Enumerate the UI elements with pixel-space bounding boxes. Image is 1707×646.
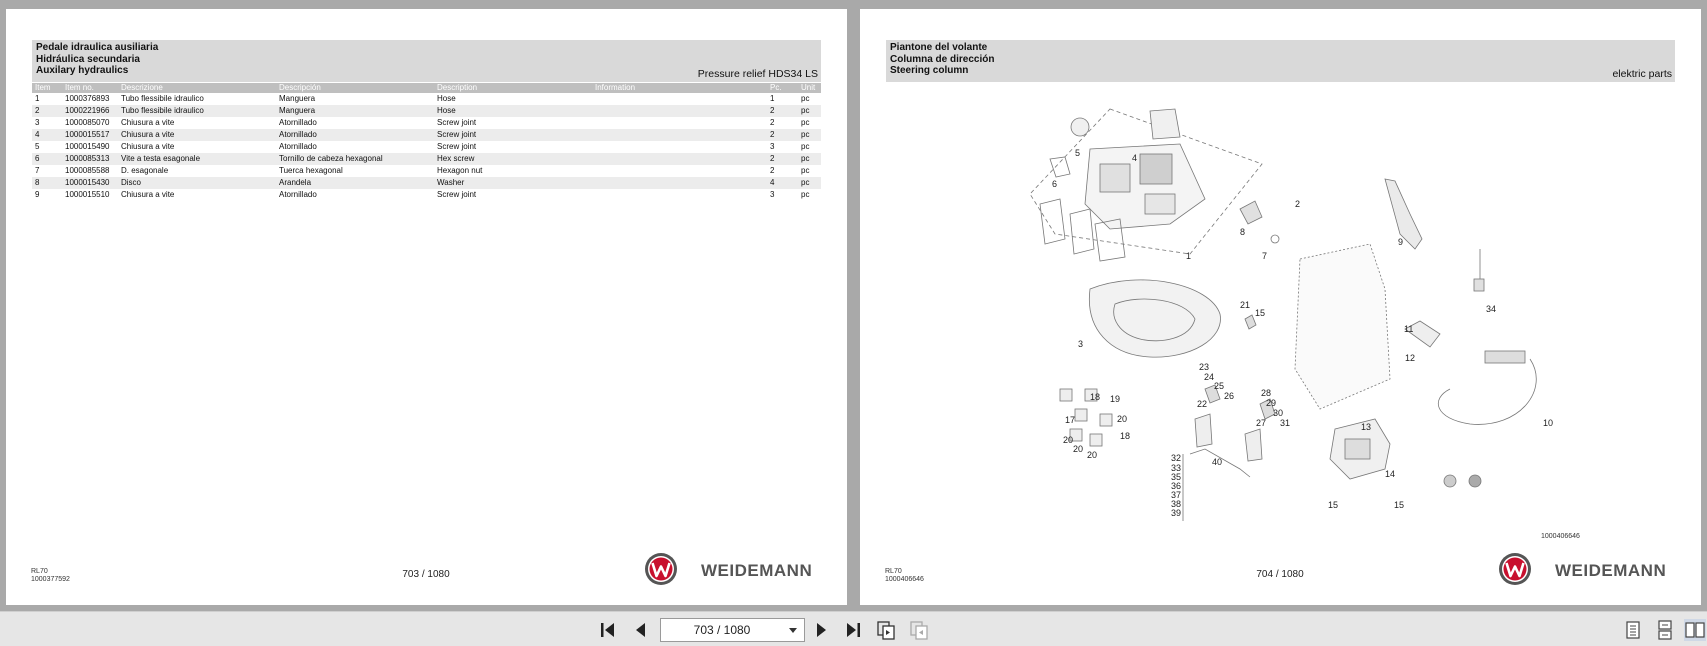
cell-descripcion: Tuerca hexagonal xyxy=(279,166,343,175)
cell-descrizione: Disco xyxy=(118,177,276,189)
document-page-left xyxy=(6,9,847,605)
cell-item: 2 xyxy=(32,105,62,117)
cell-unit: pc xyxy=(798,105,821,117)
callout: 38 xyxy=(1171,499,1182,509)
drawing-number: 1000406646 xyxy=(1541,533,1580,540)
cell-descripcion: Atornillado xyxy=(279,142,317,151)
cell-item-no: 1000085070 xyxy=(65,118,110,127)
cell-pc: 2 xyxy=(770,166,775,175)
callout: 40 xyxy=(1212,457,1223,467)
callout: 2 xyxy=(1295,199,1301,209)
title-italian: Piantone del volante xyxy=(890,42,988,53)
callout: 28 xyxy=(1261,388,1272,398)
callout: 8 xyxy=(1240,227,1246,237)
callout: 30 xyxy=(1273,408,1284,418)
callout: 23 xyxy=(1199,362,1210,372)
callout: 39 xyxy=(1171,508,1182,518)
cell-information xyxy=(592,105,767,117)
callout: 3 xyxy=(1078,339,1084,349)
callout: 34 xyxy=(1486,304,1497,314)
cell-pc: 1 xyxy=(770,94,775,103)
callout: 29 xyxy=(1266,398,1277,408)
callout: 5 xyxy=(1075,148,1081,158)
exploded-parts-diagram xyxy=(990,89,1554,519)
callout: 26 xyxy=(1224,391,1235,401)
cell-unit: pc xyxy=(801,166,810,175)
callout: 20 xyxy=(1087,450,1098,460)
cell-information xyxy=(592,165,767,177)
cell-item: 3 xyxy=(35,118,40,127)
cell-item: 8 xyxy=(32,177,62,189)
callout: 15 xyxy=(1255,308,1266,318)
cell-descrizione: Chiusura a vite xyxy=(121,142,175,151)
cell-item-no: 1000015510 xyxy=(65,190,110,199)
table-row xyxy=(32,129,821,141)
page-forward-navigation-icon[interactable] xyxy=(908,619,930,641)
model-code: RL70 xyxy=(885,568,902,575)
document-number: 1000406646 xyxy=(885,576,924,583)
cell-description: Screw joint xyxy=(434,129,592,141)
page-back-navigation-icon[interactable] xyxy=(875,619,897,641)
callout: 11 xyxy=(1404,324,1414,334)
footer-model xyxy=(885,568,924,584)
callout: 22 xyxy=(1197,399,1208,409)
callout: 15 xyxy=(1328,500,1339,510)
cell-information xyxy=(592,117,767,129)
callout: 33 xyxy=(1171,463,1182,473)
col-item: Item xyxy=(32,83,62,93)
callout: 13 xyxy=(1361,422,1372,432)
callout: 31 xyxy=(1280,418,1291,428)
cell-item-no: 1000085313 xyxy=(62,153,118,165)
cell-information xyxy=(592,93,767,105)
callout: 15 xyxy=(1394,500,1405,510)
cell-pc: 2 xyxy=(767,153,798,165)
cell-descrizione: Chiusura a vite xyxy=(118,129,276,141)
cell-descrizione: Tubo flessibile idraulico xyxy=(118,105,276,117)
cell-descripcion: Manguera xyxy=(276,105,434,117)
single-page-view-icon[interactable] xyxy=(1622,619,1644,641)
cell-descrizione: Chiusura a vite xyxy=(121,190,175,199)
callout: 18 xyxy=(1090,392,1101,402)
next-page-icon[interactable] xyxy=(810,619,832,641)
cell-description: Hexagon nut xyxy=(437,166,483,175)
col-unit: Unit xyxy=(798,83,821,93)
title-english: Auxilary hydraulics xyxy=(36,65,129,76)
callout: 10 xyxy=(1543,418,1554,428)
page-number: 703 / 1080 xyxy=(402,569,450,580)
table-row xyxy=(32,165,821,177)
chevron-down-icon[interactable] xyxy=(785,622,801,638)
col-description: Description xyxy=(434,83,592,93)
page-header xyxy=(32,40,821,82)
model-code: RL70 xyxy=(31,568,48,575)
cell-unit: pc xyxy=(798,153,821,165)
cell-item-no: 1000015430 xyxy=(62,177,118,189)
cell-information xyxy=(592,141,767,153)
cell-descripcion: Tornillo de cabeza hexagonal xyxy=(276,153,434,165)
page-input[interactable] xyxy=(661,619,783,641)
callout: 21 xyxy=(1240,300,1251,310)
callout: 36 xyxy=(1171,481,1182,491)
callout: 18 xyxy=(1120,431,1131,441)
cell-descripcion: Atornillado xyxy=(276,129,434,141)
cell-pc: 3 xyxy=(770,190,775,199)
page-selector[interactable] xyxy=(660,618,805,642)
parts-table xyxy=(32,83,821,201)
previous-page-icon[interactable] xyxy=(630,619,652,641)
col-information: Information xyxy=(592,83,767,93)
title-italian: Pedale idraulica ausiliaria xyxy=(36,42,159,53)
cell-descripcion: Arandela xyxy=(276,177,434,189)
col-pc: Pc. xyxy=(767,83,798,93)
cell-unit: pc xyxy=(801,94,810,103)
cell-item: 7 xyxy=(35,166,40,175)
callout: 20 xyxy=(1117,414,1128,424)
cell-item: 4 xyxy=(32,129,62,141)
table-row xyxy=(32,153,821,165)
cell-pc: 2 xyxy=(770,118,775,127)
cell-item-no: 1000015490 xyxy=(65,142,110,151)
cell-descripcion: Manguera xyxy=(279,94,316,103)
col-item-no: Item no. xyxy=(62,83,118,93)
last-page-icon[interactable] xyxy=(842,619,864,641)
callout: 37 xyxy=(1171,490,1182,500)
table-row xyxy=(32,189,821,201)
page-number: 704 / 1080 xyxy=(1256,569,1304,580)
cell-pc: 3 xyxy=(770,142,775,151)
cell-item: 5 xyxy=(35,142,40,151)
cell-description: Washer xyxy=(434,177,592,189)
brand-name: WEIDEMANN xyxy=(701,561,813,580)
cell-descrizione: D. esagonale xyxy=(121,166,169,175)
cell-description: Screw joint xyxy=(437,190,477,199)
cell-information xyxy=(592,177,767,189)
cell-description: Hose xyxy=(434,105,592,117)
callout: 27 xyxy=(1256,418,1267,428)
brand-name: WEIDEMANN xyxy=(1555,561,1667,580)
footer-model xyxy=(31,568,70,584)
cell-information xyxy=(592,189,767,201)
callout: 17 xyxy=(1065,415,1076,425)
callout: 25 xyxy=(1214,381,1225,391)
cell-unit: pc xyxy=(798,129,821,141)
cell-unit: pc xyxy=(798,177,821,189)
table-row xyxy=(32,177,821,189)
cell-pc: 4 xyxy=(767,177,798,189)
document-number: 1000377592 xyxy=(31,576,70,583)
cell-item-no: 1000221966 xyxy=(62,105,118,117)
cell-pc: 2 xyxy=(767,129,798,141)
cell-item-no: 1000015517 xyxy=(62,129,118,141)
title-spanish: Hidráulica secundaria xyxy=(36,54,140,65)
cell-information xyxy=(592,129,767,141)
cell-unit: pc xyxy=(801,118,810,127)
page-subtitle: Pressure relief HDS34 LS xyxy=(697,68,818,80)
cell-item: 1 xyxy=(35,94,40,103)
callout: 35 xyxy=(1171,472,1182,482)
cell-description: Screw joint xyxy=(437,142,477,151)
callout: 4 xyxy=(1132,153,1138,163)
cell-information xyxy=(592,153,767,165)
cell-item: 9 xyxy=(35,190,40,199)
col-descrizione: Descrizione xyxy=(118,83,276,93)
cell-descripcion: Atornillado xyxy=(279,190,317,199)
cell-descrizione: Chiusura a vite xyxy=(121,118,175,127)
viewer-toolbar xyxy=(0,611,1707,646)
cell-item-no: 1000376893 xyxy=(65,94,110,103)
page-subtitle: elektric parts xyxy=(1612,68,1672,80)
callout: 7 xyxy=(1262,251,1268,261)
weidemann-logo-icon xyxy=(644,552,678,586)
page-header xyxy=(886,40,1675,82)
cell-descripcion: Atornillado xyxy=(279,118,317,127)
table-row xyxy=(32,93,821,105)
cell-description: Hex screw xyxy=(434,153,592,165)
col-descripcion: Descripción xyxy=(276,83,434,93)
two-page-view-icon[interactable] xyxy=(1684,619,1706,641)
callout: 19 xyxy=(1110,394,1121,404)
callout: 1 xyxy=(1186,251,1192,261)
callout: 6 xyxy=(1052,179,1058,189)
callout: 24 xyxy=(1204,372,1215,382)
cell-item: 6 xyxy=(32,153,62,165)
cell-description: Screw joint xyxy=(437,118,477,127)
cell-descrizione: Tubo flessibile idraulico xyxy=(121,94,204,103)
cell-unit: pc xyxy=(801,190,810,199)
callout: 12 xyxy=(1405,353,1416,363)
cell-description: Hose xyxy=(437,94,456,103)
callout: 20 xyxy=(1063,435,1074,445)
cell-item-no: 1000085588 xyxy=(65,166,110,175)
table-row xyxy=(32,105,821,117)
callout: 32 xyxy=(1171,453,1182,463)
cell-descrizione: Vite a testa esagonale xyxy=(118,153,276,165)
table-row xyxy=(32,117,821,129)
title-english: Steering column xyxy=(890,65,969,76)
callout: 20 xyxy=(1073,444,1084,454)
document-page-right xyxy=(860,9,1701,605)
title-spanish: Columna de dirección xyxy=(890,54,995,65)
continuous-view-icon[interactable] xyxy=(1654,619,1676,641)
cell-unit: pc xyxy=(801,142,810,151)
weidemann-logo-icon xyxy=(1498,552,1532,586)
cell-pc: 2 xyxy=(767,105,798,117)
table-header-row xyxy=(32,83,821,93)
first-page-icon[interactable] xyxy=(597,619,619,641)
table-row xyxy=(32,141,821,153)
callout: 9 xyxy=(1398,237,1404,247)
callout: 14 xyxy=(1385,469,1396,479)
